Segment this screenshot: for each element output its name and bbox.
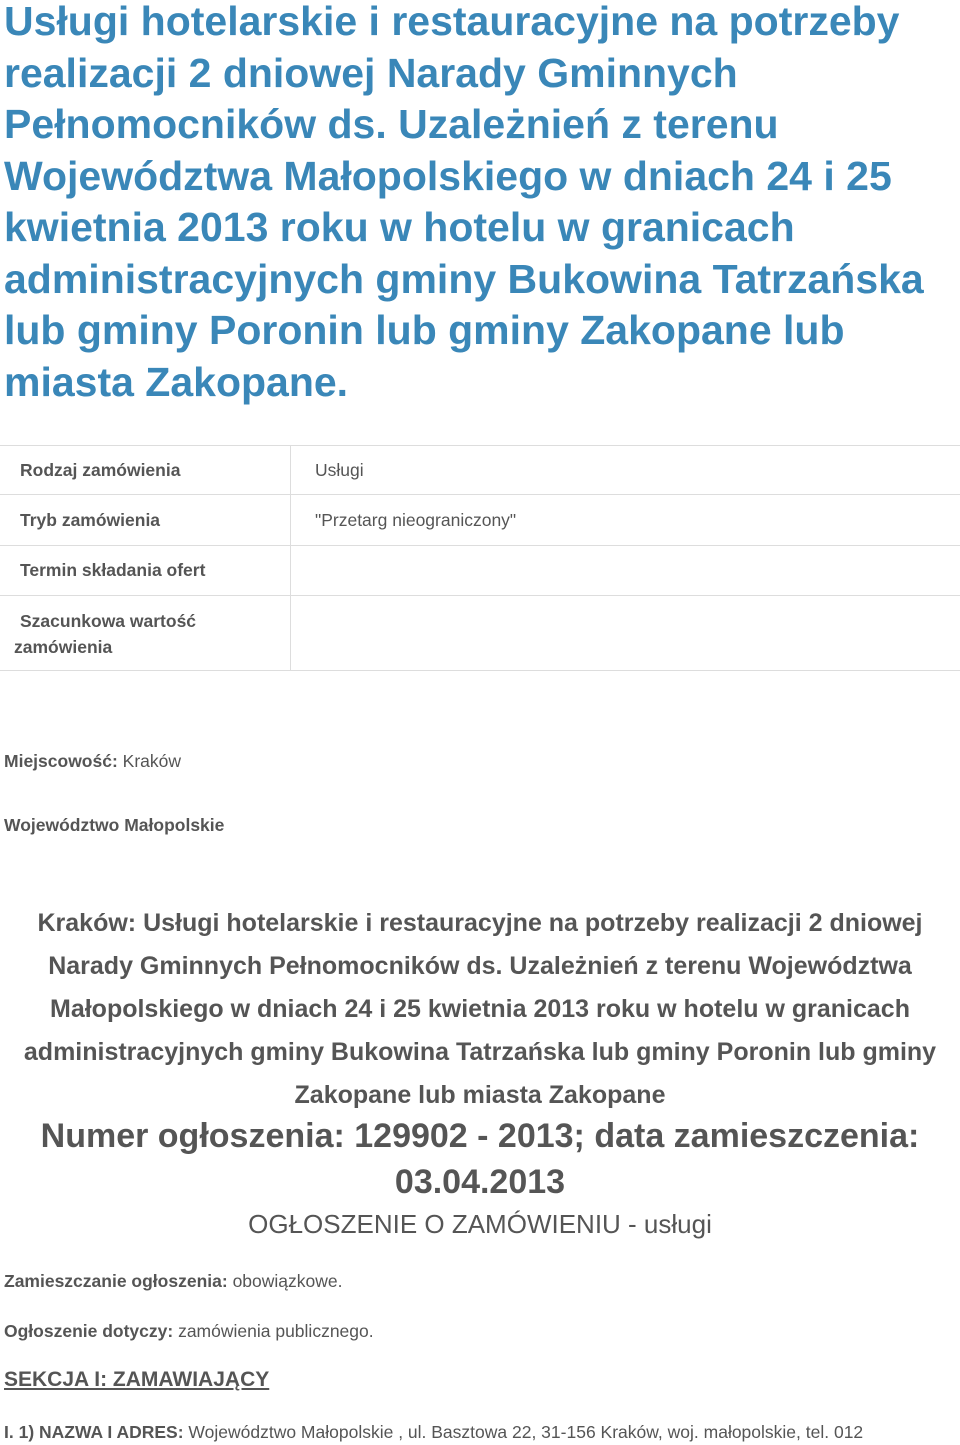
address-value: Województwo Małopolskie , ul. Basztowa 22, 31-156 Kraków, woj. małopolskie, tel. 012 bbox=[188, 1422, 864, 1442]
row-label-cell bbox=[0, 546, 291, 596]
procedure-value: "Przetarg nieograniczony" bbox=[315, 510, 517, 530]
table-row bbox=[0, 446, 960, 495]
region-line: Województwo Małopolskie bbox=[4, 815, 225, 835]
city-label: Miejscowość: bbox=[4, 751, 118, 771]
notice-number: Numer ogłoszenia: 129902 - 2013; data zamieszczenia: 03.04.2013 bbox=[40, 1117, 920, 1201]
page-title: Usługi hotelarskie i restauracyjne na potrzeby realizacji 2 dniowej Narady Gminnych Pełnomocników ds. Uzależnień z terenu Województwa Małopolskiego w dniach 24 i 25 kwietnia 2013 roku w hotelu w granicach administracyjnych gminy Bukowina Tatrzańska lub gminy Poronin lub gminy Zakopane lub miasta Zakopane. bbox=[4, 0, 924, 405]
row-label-cell bbox=[0, 446, 291, 495]
row-value-cell bbox=[291, 546, 960, 596]
placement-label: Zamieszczanie ogłoszenia: bbox=[4, 1271, 228, 1291]
notice-headline: Kraków: Usługi hotelarskie i restauracyjne na potrzeby realizacji 2 dniowej Narady Gminnych Pełnomocników ds. Uzależnień z terenu Województwa Małopolskiego w dniach 24 i 25 kwietnia 2013 roku w hotelu w granicach administracyjnych gminy Bukowina Tatrzańska lub gminy Poronin lub gminy Zakopane lub miasta Zakopane bbox=[23, 909, 937, 1109]
table-row bbox=[0, 596, 960, 671]
deadline-label: Termin składania ofert bbox=[20, 560, 206, 580]
row-value-cell bbox=[291, 596, 960, 671]
order-summary-table bbox=[0, 445, 960, 671]
placement-value: obowiązkowe. bbox=[232, 1271, 343, 1291]
address-label: I. 1) NAZWA I ADRES: bbox=[4, 1422, 184, 1442]
concerns-line bbox=[4, 1321, 374, 1342]
city-value: Kraków bbox=[122, 751, 182, 771]
order-type-value: Usługi bbox=[315, 460, 364, 480]
concerns-value: zamówienia publicznego. bbox=[178, 1321, 374, 1341]
city-line bbox=[4, 751, 181, 772]
concerns-label: Ogłoszenie dotyczy: bbox=[4, 1321, 174, 1341]
row-value-cell bbox=[291, 446, 960, 495]
table-row bbox=[0, 495, 960, 546]
row-label-cell bbox=[0, 495, 291, 546]
row-value-cell bbox=[291, 495, 960, 546]
address-line bbox=[4, 1422, 863, 1443]
notice-type: OGŁOSZENIE O ZAMÓWIENIU - usługi bbox=[248, 1209, 712, 1239]
order-type-label: Rodzaj zamówienia bbox=[20, 460, 181, 480]
row-label-cell bbox=[0, 596, 291, 671]
estimated-value-label: Szacunkowa wartość zamówienia bbox=[14, 611, 197, 657]
section-heading: SEKCJA I: ZAMAWIAJĄCY bbox=[4, 1368, 270, 1391]
table-row bbox=[0, 546, 960, 596]
procedure-label: Tryb zamówienia bbox=[20, 510, 161, 530]
placement-line bbox=[4, 1271, 342, 1292]
